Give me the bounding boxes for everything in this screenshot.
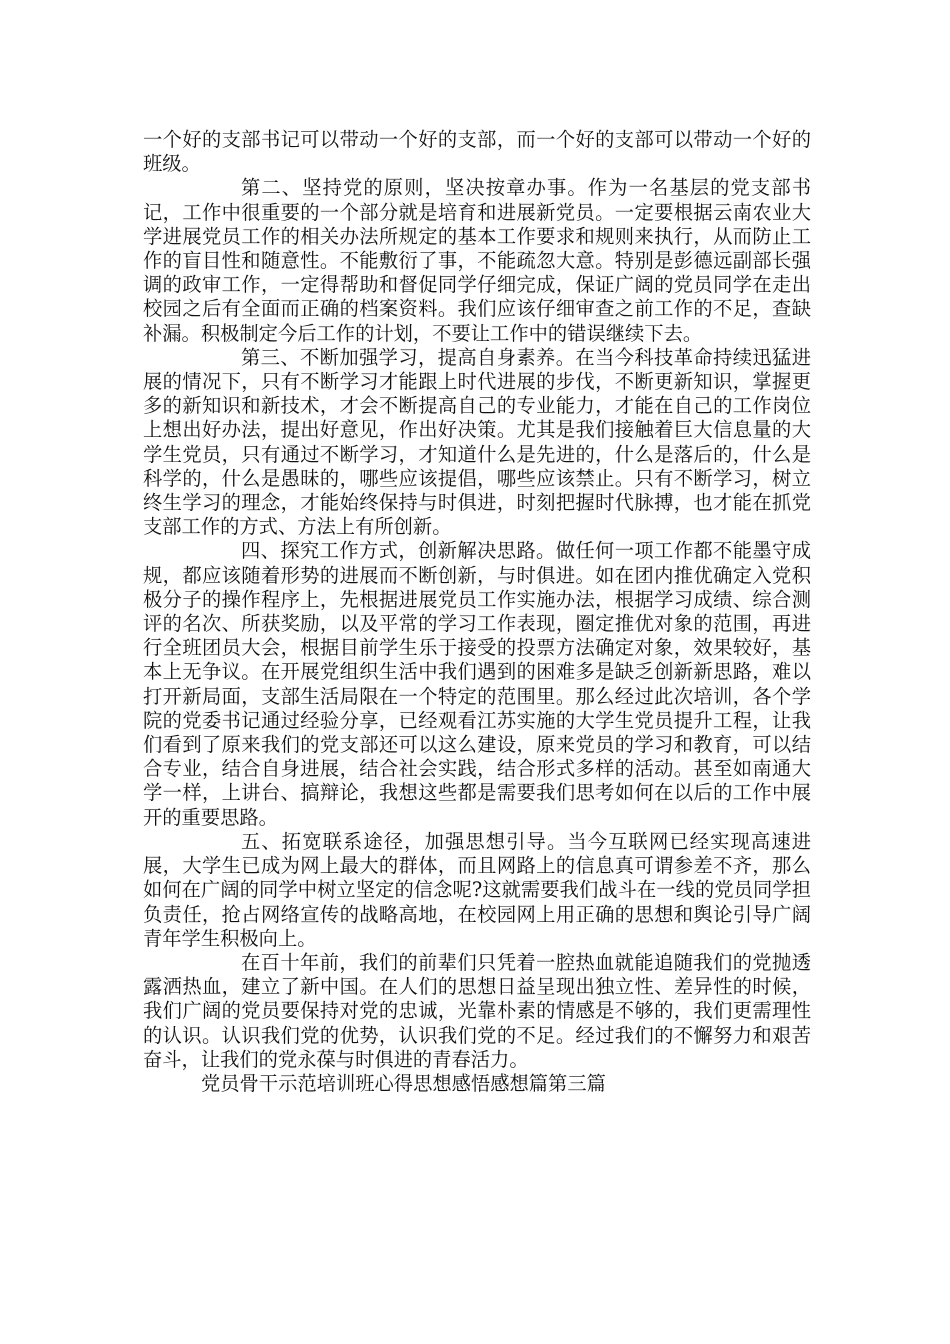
paragraph-opening: 一个好的支部书记可以带动一个好的支部，而一个好的支部可以带动一个好的班级。 — [143, 128, 811, 176]
paragraph-fifth-point: 五、拓宽联系途径，加强思想引导。当今互联网已经实现高速进展，大学生已成为网上最大的群体，而且网路上的信息真可谓参差不齐，那么如何在广阔的同学中树立坚定的信念呢?这就需要我们战斗在一线的党员同学担负责任，抢占网络宣传的战略高地，在校园网上用正确的思想和舆论引导广阔青年学生积极向上。 — [143, 829, 811, 950]
document-body — [143, 128, 811, 1096]
paragraph-fourth-point: 四、探究工作方式，创新解决思路。做任何一项工作都不能墨守成规，都应该随着形势的进展而不断创新，与时俱进。如在团内推优确定入党积极分子的操作程序上，先根据进展党员工作实施办法，根据学习成绩、综合测评的名次、所获奖励，以及平常的学习工作表现，圈定推优对象的范围，再进行全班团员大会，根据目前学生乐于接受的投票方法确定对象，效果较好，基本上无争议。在开展党组织生活中我们遇到的困难多是缺乏创新新思路，难以打开新局面，支部生活局限在一个特定的范围里。那么经过此次培训，各个学院的党委书记通过经验分享，已经观看江苏实施的大学生党员提升工程，让我们看到了原来我们的党支部还可以这么建设，原来党员的学习和教育，可以结合专业，结合自身进展，结合社会实践，结合形式多样的活动。甚至如南通大学一样，上讲台、搞辩论，我想这些都是需要我们思考如何在以后的工作中展开的重要思路。 — [143, 539, 811, 829]
section-heading: 党员骨干示范培训班心得思想感悟感想篇第三篇 — [201, 1071, 606, 1095]
paragraph-third-point: 第三、不断加强学习，提高自身素养。在当今科技革命持续迅猛进展的情况下，只有不断学习才能跟上时代进展的步伐，不断更新知识，掌握更多的新知识和新技术，才会不断提高自己的专业能力，才能在自己的工作岗位上想出好办法，提出好意见，作出好决策。尤其是我们接触着巨大信息量的大学生党员，只有通过不断学习，才知道什么是先进的，什么是落后的，什么是科学的，什么是愚昧的，哪些应该提倡，哪些应该禁止。只有不断学习，树立终生学习的理念，才能始终保持与时俱进，时刻把握时代脉搏，也才能在抓党支部工作的方式、方法上有所创新。 — [143, 345, 811, 539]
paragraph-conclusion: 在百十年前，我们的前辈们只凭着一腔热血就能追随我们的党抛透露洒热血，建立了新中国。在人们的思想日益呈现出独立性、差异性的时候，我们广阔的党员要保持对党的忠诚，光靠朴素的情感是不够的，我们更需理性的认识。认识我们党的优势，认识我们党的不足。经过我们的不懈努力和艰苦奋斗，让我们的党永葆与时俱进的青春活力。 — [143, 950, 811, 1071]
paragraph-second-point: 第二、坚持党的原则，坚决按章办事。作为一名基层的党支部书记，工作中很重要的一个部分就是培育和进展新党员。一定要根据云南农业大学进展党员工作的相关办法所规定的基本工作要求和规则来执行，从而防止工作的盲目性和随意性。不能敷衍了事，不能疏忽大意。特别是彭德远副部长强调的政审工作，一定得帮助和督促同学仔细完成，保证广阔的党员同学在走出校园之后有全面而正确的档案资料。我们应该仔细审查之前工作的不足，查缺补漏。积极制定今后工作的计划，不要让工作中的错误继续下去。 — [143, 176, 811, 345]
